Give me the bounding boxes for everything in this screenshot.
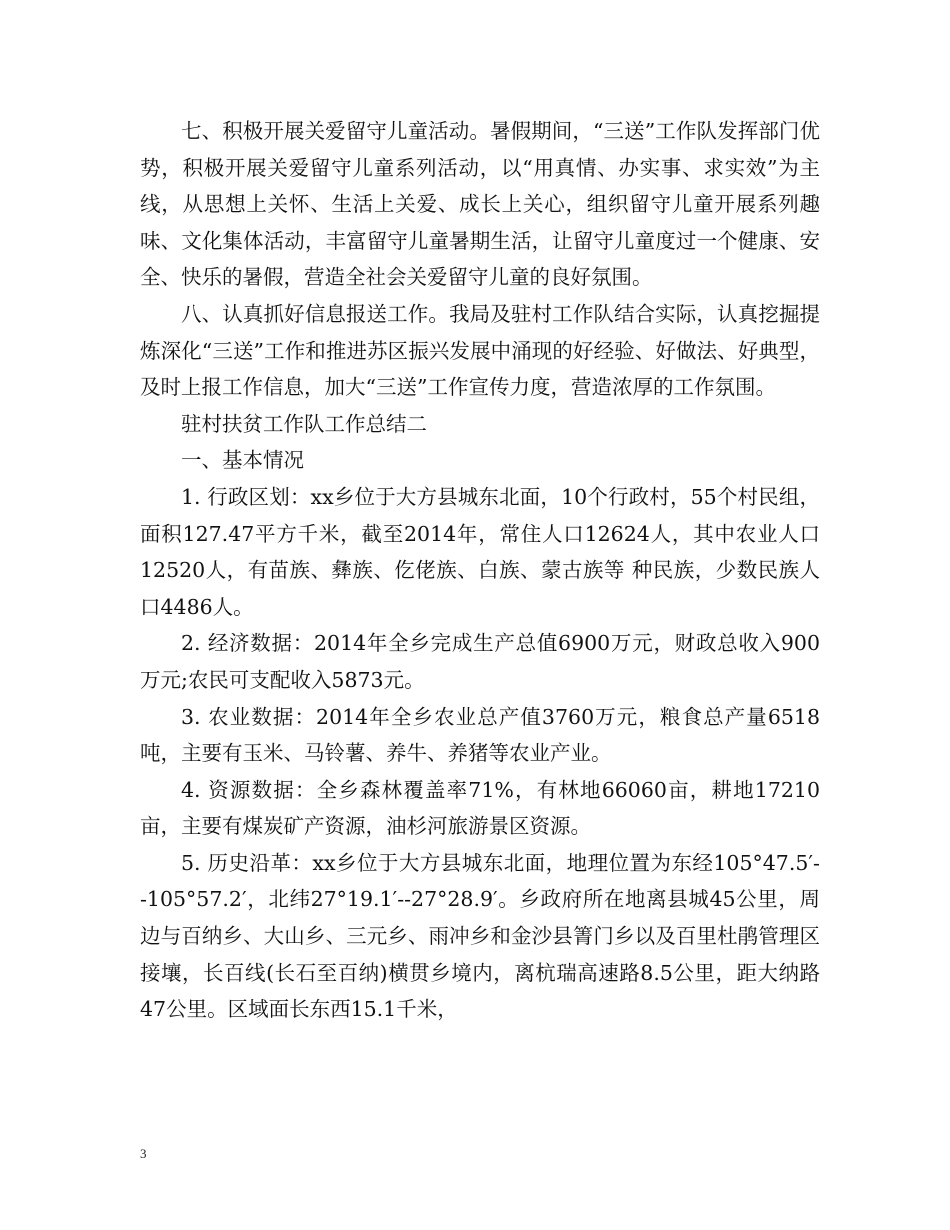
paragraph-seven: 七、积极开展关爱留守儿童活动。暑假期间，“三送”工作队发挥部门优势，积极开展关爱留守儿童系列活动，以“用真情、办实事、求实效”为主线，从思想上关怀、生活上关爱、成长上关心，组织留守儿童开展系列趣味、文化集体活动，丰富留守儿童暑期生活，让留守儿童度过一个健康、安全、快乐的暑假，营造全社会关爱留守儿童的良好氛围。 [140,119,820,290]
paragraph-history: 5. 历史沿革：xx乡位于大方县城东北面，地理位置为东经105°47.5′--105°57.2′，北纬27°19.1′--27°28.9′。乡政府所在地离县城45公里，周边与百纳乡、大山乡、三元乡、雨冲乡和金沙县箐门乡以及百里杜鹃管理区接壤，长百线(长石至百纳)横贯乡境内，离杭瑞高速路8.5公里，距大纳路47公里。区域面长东西15.1千米， [140,850,820,1022]
section-heading-basic-info: 一、基本情况 [181,448,304,473]
paragraph-admin-division: 1. 行政区划：xx乡位于大方县城东北面，10个行政村，55个村民组，面积127.47平方千米，截至2014年，常住人口12624人，其中农业人口12520人，有苗族、彝族、仡佬族、白族、蒙古族等 种民族，少数民族人口4486人。 [140,484,820,619]
paragraph-resource-data: 4. 资源数据：全乡森林覆盖率71%，有林地66060亩，耕地17210亩，主要有煤炭矿产资源，油杉河旅游景区资源。 [140,777,820,839]
paragraph-agriculture-data: 3. 农业数据：2014年全乡农业总产值3760万元，粮食总产量6518吨，主要有玉米、马铃薯、养牛、养猪等农业产业。 [140,704,820,766]
paragraph-economic-data: 2. 经济数据：2014年全乡完成生产总值6900万元，财政总收入900万元;农民可支配收入5873元。 [140,631,820,692]
paragraph-eight: 八、认真抓好信息报送工作。我局及驻村工作队结合实际，认真挖掘提炼深化“三送”工作和推进苏区振兴发展中涌现的好经验、好做法、好典型，及时上报工作信息，加大“三送”工作宣传力度，营造浓厚的工作氛围。 [140,301,820,400]
page-number: 3 [140,1146,147,1161]
section-title: 驻村扶贫工作队工作总结二 [181,411,427,436]
document-body [140,113,820,1028]
